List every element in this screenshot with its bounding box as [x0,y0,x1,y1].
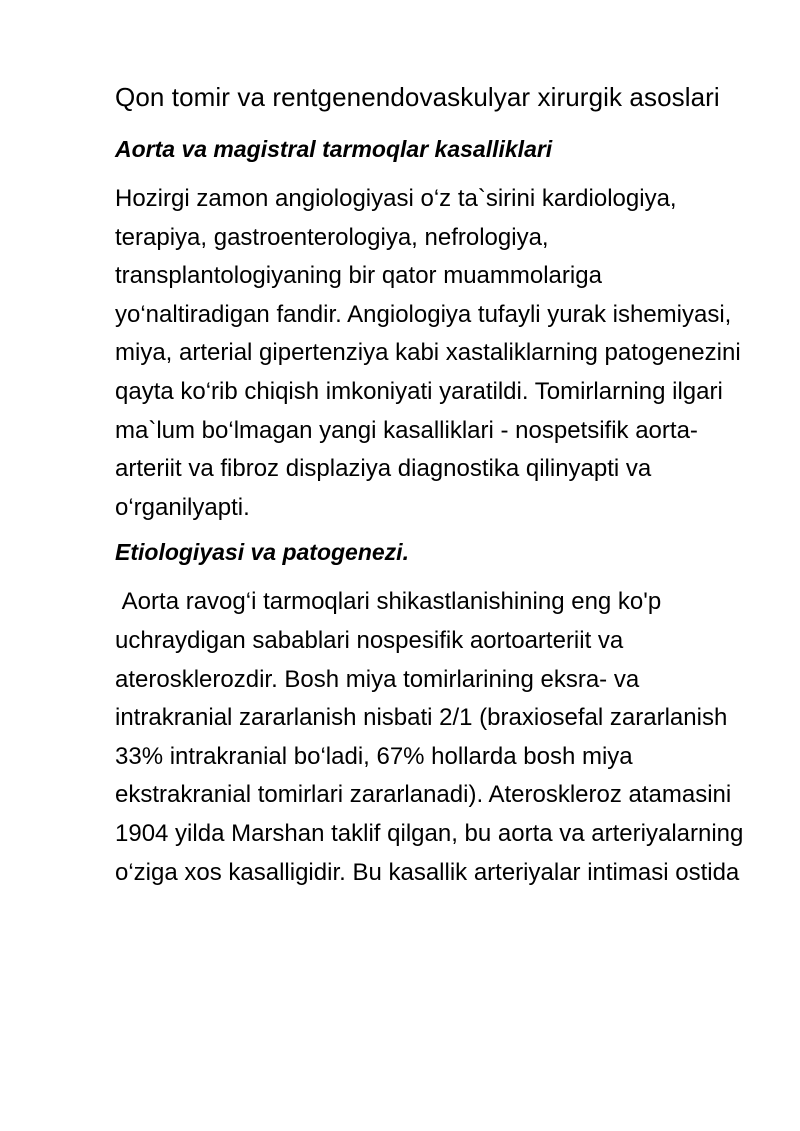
section-heading-etiology: Etiologiyasi va patogenezi. [115,539,409,566]
paragraph-angiology: Hozirgi zamon angiologiyasi o‘z ta`sirini kardiologiya, terapiya, gastroenterologiya, nefrologiya, transplantologiyaning bir qator muammolariga yo‘naltiradigan fandir. Angiologiya tufayli yurak ishemiyasi, miya, arterial gipertenziya kabi xastaliklarning patogenezini qayta ko‘rib chiqish imkoniyati yaratildi. Tomirlarning ilgari ma`lum bo‘lmagan yangi kasalliklari - nospetsifik aorta-arteriit va fibroz displaziya diagnostika qilinyapti va o‘rganilyapti. [115,185,741,521]
section-heading-aorta: Aorta va magistral tarmoqlar kasalliklari [115,136,553,162]
document-content [115,78,755,892]
document-title: Qon tomir va rentgenendovaskulyar xirurgik asoslari [115,82,720,112]
paragraph-etiology: Aorta ravog‘i tarmoqlari shikastlanishining eng ko'p uchraydigan sabablari nospesifik aortoarteriit va aterosklerozdir. Bosh miya tomirlarining eksra- va intrakranial zararlanish nisbati 2/1 (braxiosefal zararlanish 33% intrakranial bo‘ladi, 67% hollarda bosh miya ekstrakranial tomirlari zararlanadi). Ateroskleroz atamasini 1904 yilda Marshan taklif qilgan, bu aorta va arteriyalarning o‘ziga xos kasalligidir. Bu kasallik arteriyalar intimasi ostida [115,588,751,886]
